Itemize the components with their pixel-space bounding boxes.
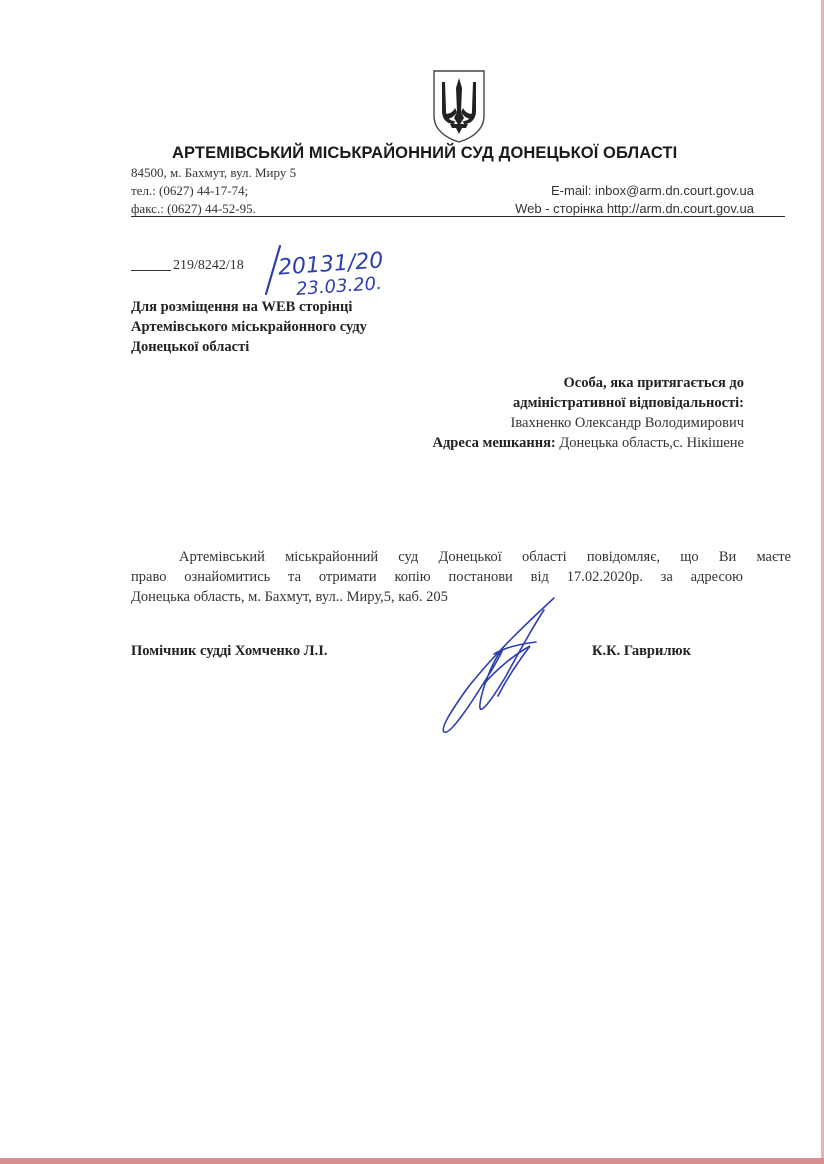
handwritten-registration-date: 23.03.20. [295, 273, 383, 300]
recipient-block [131, 297, 367, 357]
assistant-signature-line: Помічник судді Хомченко Л.І. [131, 643, 328, 659]
address-value: Донецька область,с. Нікішене [559, 435, 744, 451]
address-label: Адреса мешкання: [432, 435, 556, 451]
addressee-line-1: Особа, яка притягається до [563, 375, 744, 391]
outgoing-number [131, 258, 244, 274]
scan-edge-bottom [0, 1158, 824, 1164]
court-fax: факс.: (0627) 44-52-95. [131, 201, 256, 216]
addressee-address [432, 435, 744, 452]
body-line-1: Артемівський міськрайонний суд Донецької області повідомляє, що Ви маєте [179, 549, 791, 565]
recipient-line-1: Для розміщення на WEB сторінці [131, 299, 353, 315]
body-line-3: Донецька область, м. Бахмут, вул.. Миру,5, каб. 205 [131, 589, 448, 605]
recipient-line-3: Донецької області [131, 339, 250, 355]
recipient-line-2: Артемівського міськрайонного суду [131, 319, 367, 335]
court-website: Web - сторінка http://arm.dn.court.gov.ua [515, 201, 754, 216]
case-number: 219/8242/18 [173, 258, 244, 273]
blank-line [131, 270, 171, 271]
addressee-line-2: адміністративної відповідальності: [513, 395, 744, 411]
judge-name: К.К. Гаврилюк [592, 643, 691, 659]
header-divider [131, 216, 785, 217]
coat-of-arms-icon [430, 68, 488, 144]
body-line-2: право ознайомитись та отримати копію постанови від 17.02.2020р. за адресою [131, 569, 743, 585]
handwritten-signature [432, 592, 572, 737]
court-name: АРТЕМІВСЬКИЙ МІСЬКРАЙОННИЙ СУД ДОНЕЦЬКОЇ ОБЛАСТІ [172, 144, 678, 162]
handwritten-registration-number: 20131/20 [277, 248, 385, 281]
court-phone: тел.: (0627) 44-17-74; [131, 183, 249, 198]
court-email: E-mail: inbox@arm.dn.court.gov.ua [551, 183, 754, 198]
addressee-name: Івахненко Олександр Володимирович [510, 415, 744, 431]
court-address: 84500, м. Бахмут, вул. Миру 5 [131, 165, 297, 180]
